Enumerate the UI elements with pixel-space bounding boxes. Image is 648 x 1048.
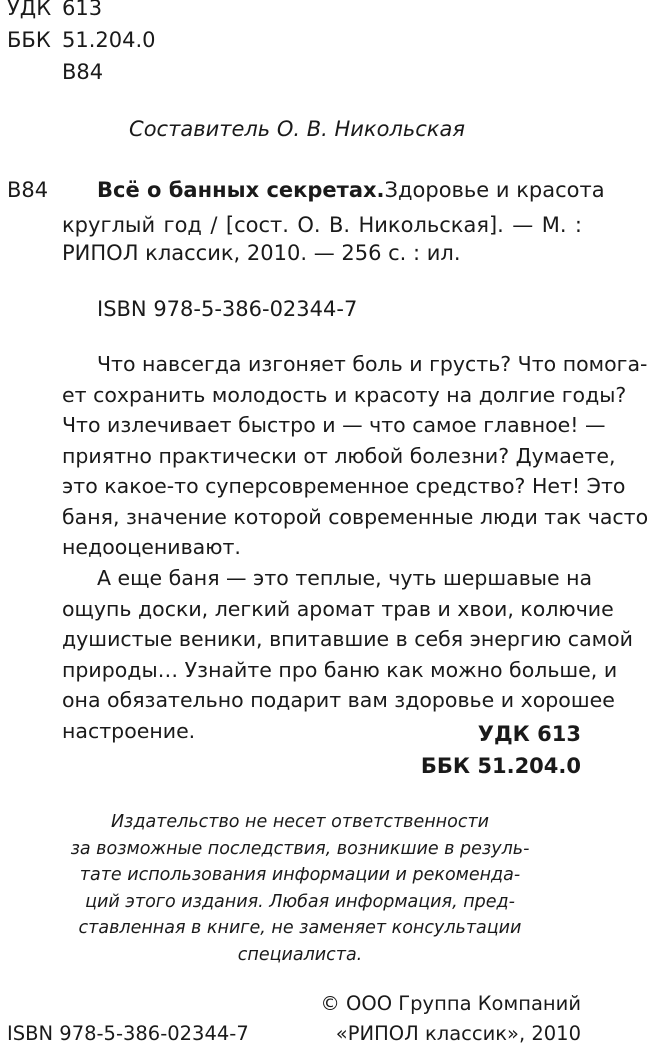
text-line: ет сохранить молодость и красоту на долгие годы? bbox=[62, 382, 627, 407]
biblio-line-3: РИПОЛ классик, 2010. — 256 с. : ил. bbox=[62, 241, 461, 265]
annotation-paragraph-1 bbox=[62, 349, 648, 563]
disclaimer-line: Издательство не несет ответственности bbox=[110, 812, 490, 832]
bbk-code: ББК 51.204.0 bbox=[420, 754, 581, 778]
bbk-label: ББК bbox=[7, 28, 51, 52]
compiler-credit: Составитель О. В. Никольская bbox=[129, 117, 465, 141]
text-line: она обязательно подарит вам здоровье и хорошее bbox=[62, 688, 615, 712]
text-line: Что навсегда изгоняет боль и грусть? Что помога- bbox=[97, 352, 648, 376]
text-line: недооценивают. bbox=[62, 535, 241, 559]
footer-isbn: ISBN 978-5-386-02344-7 bbox=[7, 1022, 249, 1045]
biblio-line-2: круглый год / [сост. О. В. Никольская]. — М. : bbox=[62, 213, 582, 237]
disclaimer-line: специалиста. bbox=[237, 944, 363, 965]
text-line: это какое-то суперсовременное средство? Нет! Это bbox=[62, 474, 626, 498]
copyright-line-2: «РИПОЛ классик», 2010 bbox=[335, 1022, 581, 1045]
disclaimer-line: ставленная в книге, не заменяет консультации bbox=[78, 918, 522, 938]
text-line: Что излечивает быстро и — что самое главное! — bbox=[62, 413, 606, 437]
book-subtitle: Здоровье и красота bbox=[384, 178, 605, 202]
disclaimer-line: тате использования информации и рекоменда- bbox=[79, 865, 521, 885]
author-mark-top: В84 bbox=[62, 60, 104, 84]
text-line: настроение. bbox=[62, 718, 196, 743]
biblio-line-1 bbox=[97, 178, 605, 202]
text-line: природы… Узнайте про баню как можно больше, и bbox=[62, 657, 618, 682]
disclaimer bbox=[40, 809, 560, 968]
author-mark: В84 bbox=[7, 178, 49, 202]
udk-label: УДК bbox=[7, 0, 52, 20]
book-title: Всё о банных секретах. bbox=[97, 178, 385, 202]
annotation-paragraph-2 bbox=[62, 563, 633, 746]
text-line: ощупь доски, легкий аромат трав и хвои, колючие bbox=[62, 596, 614, 621]
udk-code: УДК 613 bbox=[477, 722, 581, 746]
bbk-value: 51.204.0 bbox=[62, 28, 156, 52]
text-line: душистые веники, впитавшие в себя энергию самой bbox=[62, 627, 633, 651]
text-line: баня, значение которой современные люди так часто bbox=[62, 504, 648, 529]
disclaimer-line: за возможные последствия, возникшие в резуль- bbox=[70, 838, 530, 859]
isbn: ISBN 978-5-386-02344-7 bbox=[97, 297, 358, 321]
text-line: А еще баня — это теплые, чуть шершавые на bbox=[97, 566, 593, 590]
text-line: приятно практически от любой болезни? Думаете, bbox=[62, 443, 616, 468]
copyright-line-1: © ООО Группа Компаний bbox=[320, 992, 581, 1015]
disclaimer-line: ций этого издания. Любая информация, пред- bbox=[85, 891, 515, 912]
udk-value: 613 bbox=[62, 0, 103, 20]
